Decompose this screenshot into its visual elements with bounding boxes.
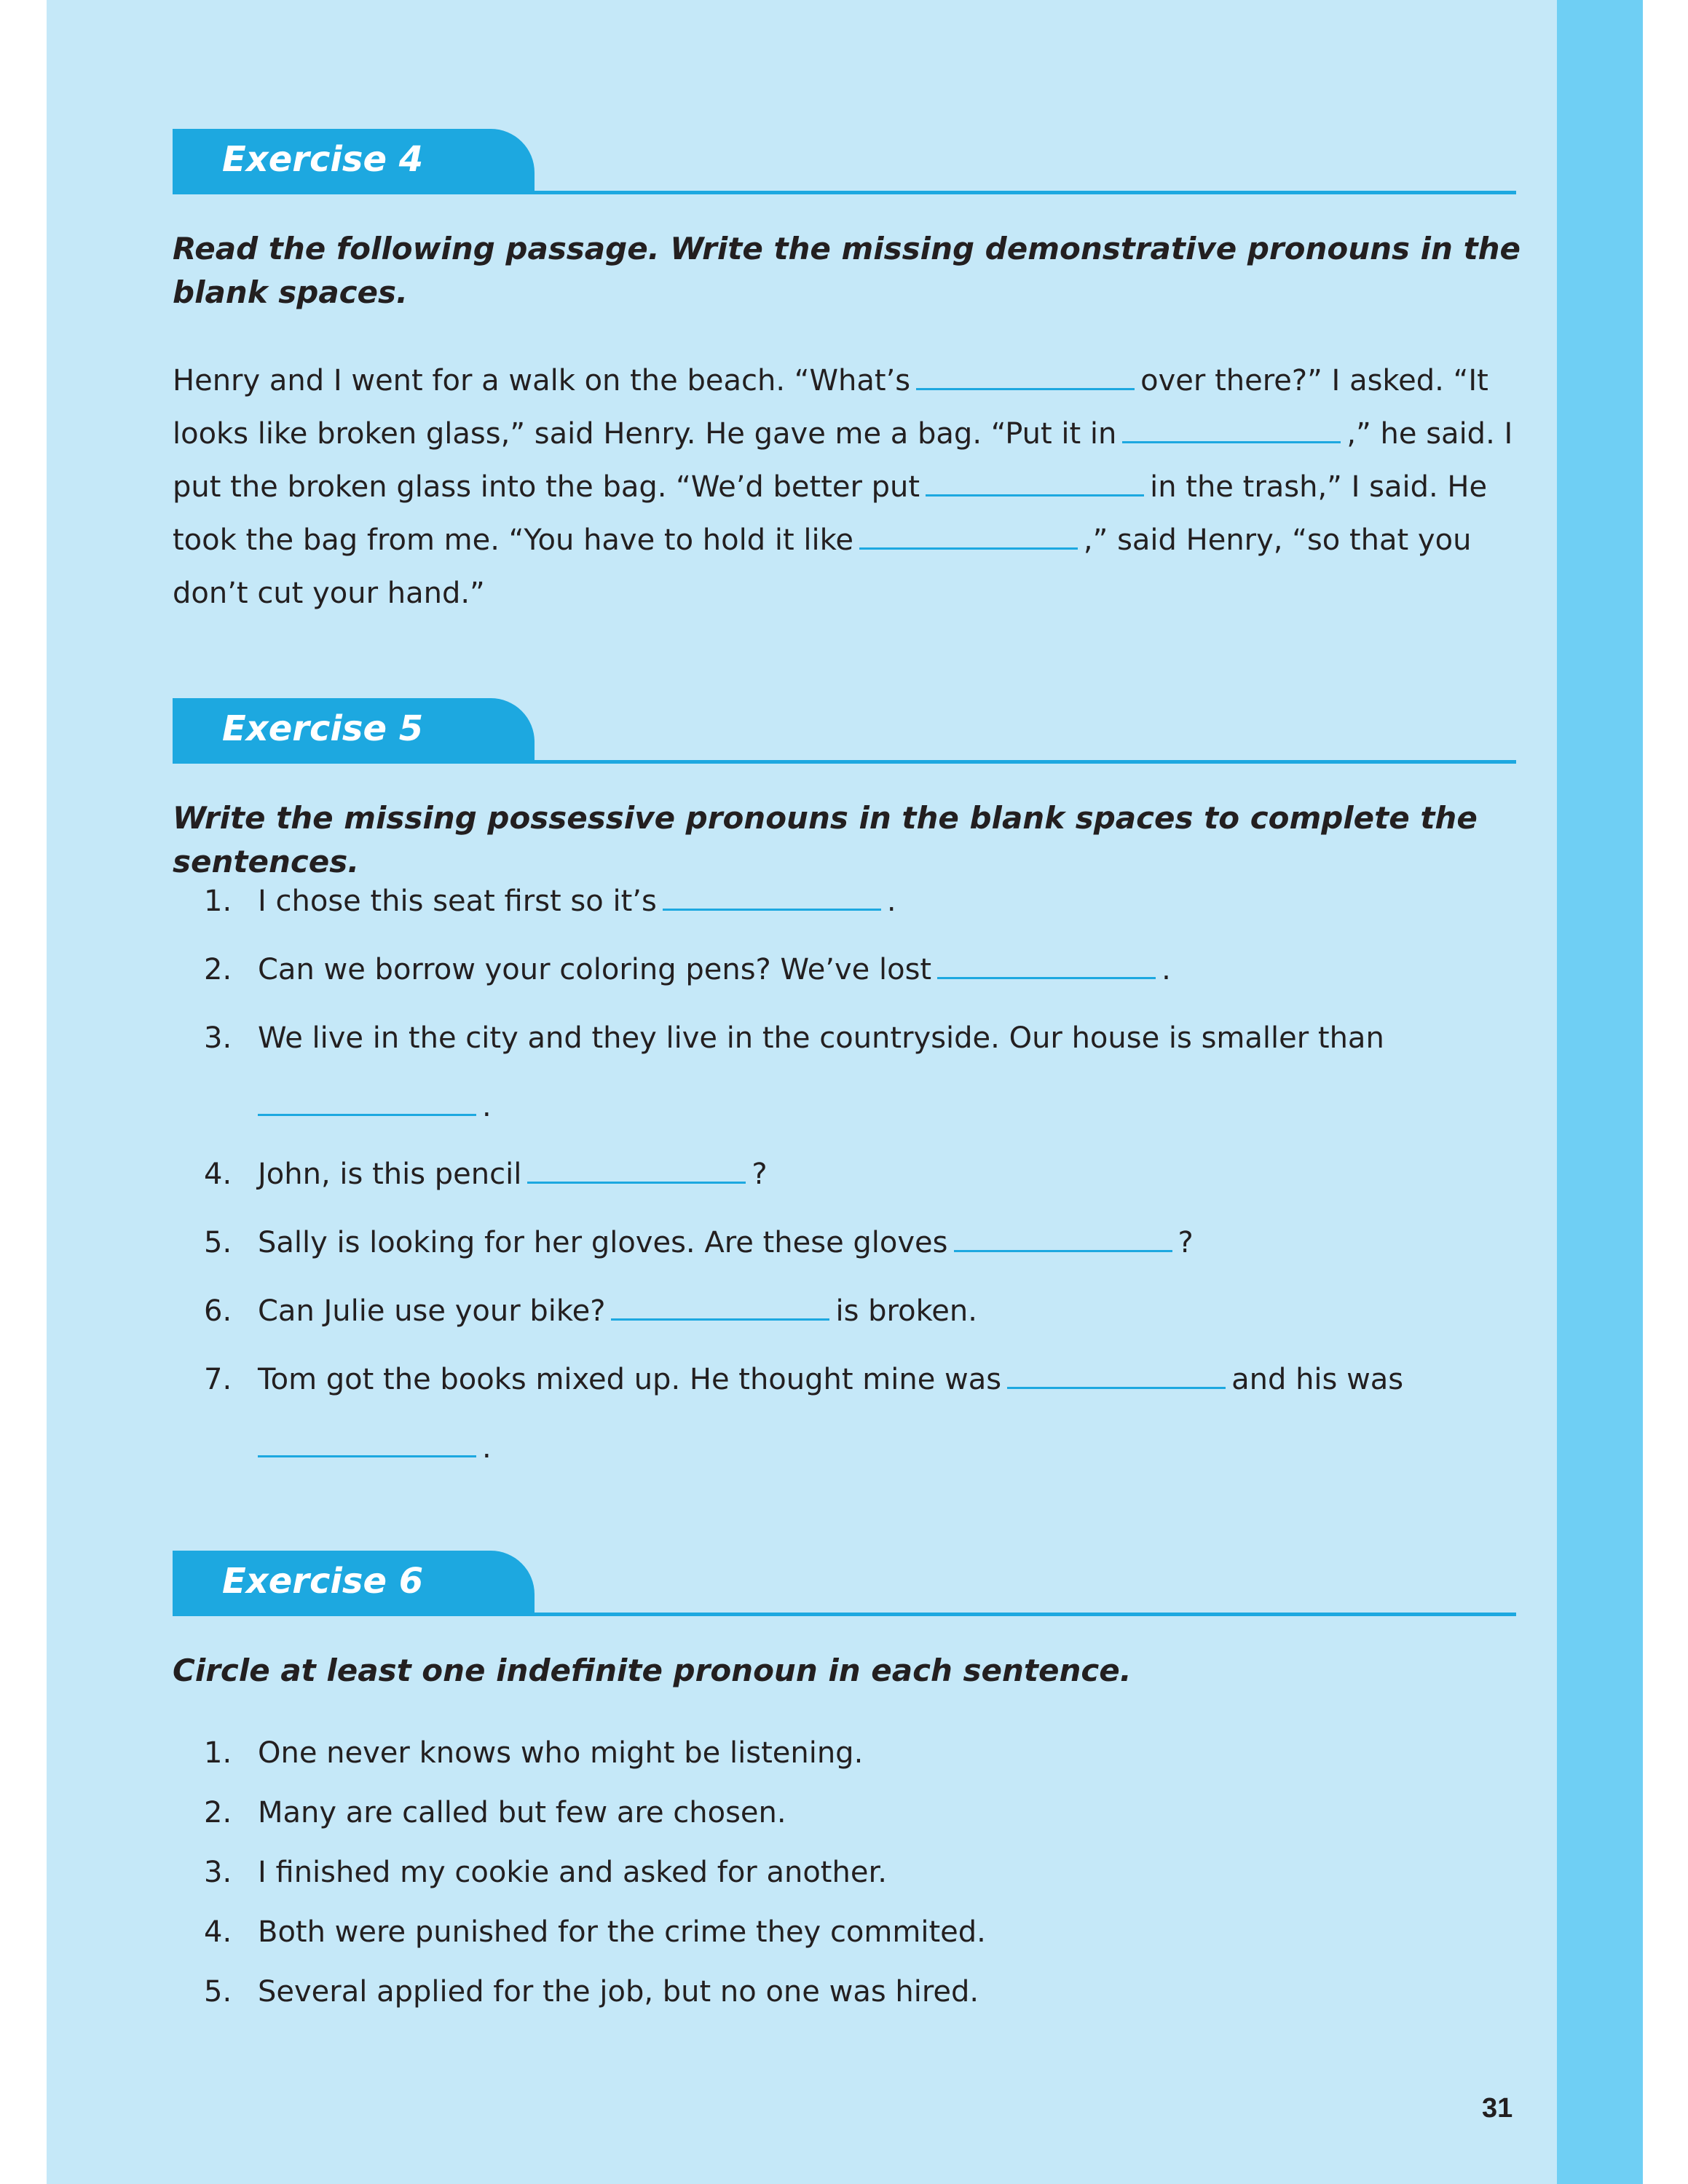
- answer-blank[interactable]: [258, 1432, 476, 1457]
- exercise-5-rule: [535, 760, 1516, 764]
- answer-blank[interactable]: [258, 1091, 476, 1116]
- list-item: 5. Several applied for the job, but no one was hired.: [204, 1975, 979, 2009]
- list-item: 4. John, is this pencil ?: [204, 1158, 768, 1191]
- exercise-4-title: Exercise 4: [222, 139, 424, 180]
- exercise-6-tab: [173, 1551, 535, 1616]
- exercise-6-instruction: Circle at least one indefinite pronoun in each sentence.: [173, 1653, 1132, 1688]
- exercise-6-header: [173, 1551, 1516, 1616]
- answer-blank[interactable]: [1122, 418, 1341, 443]
- list-item: 5. Sally is looking for her gloves. Are these gloves ?: [204, 1226, 1194, 1259]
- answer-blank[interactable]: [611, 1295, 829, 1321]
- list-item: 1. One never knows who might be listening.: [204, 1736, 864, 1770]
- list-item: 1. I chose this seat first so it’s .: [204, 885, 896, 918]
- exercise-4-passage: Henry and I went for a walk on the beach. “What’s over there?” I asked. “It looks like broken glass,” said Henry. He gave me a bag. “Put it in ,” he said. I put the broken glass into the bag. “We’d better put in the trash,” I said. He took the bag from me. “You have to hold it like ,” said Henry, “so that you don’t cut your hand.”: [173, 364, 1513, 610]
- answer-blank[interactable]: [527, 1158, 746, 1184]
- answer-blank[interactable]: [954, 1227, 1172, 1252]
- list-item: 7. Tom got the books mixed up. He thought mine was and his was .: [204, 1363, 1404, 1465]
- page-edge-band: [1557, 0, 1643, 2184]
- exercise-6-title: Exercise 6: [222, 1561, 424, 1602]
- answer-blank[interactable]: [926, 471, 1144, 496]
- answer-blank[interactable]: [1007, 1364, 1226, 1389]
- exercise-6-rule: [535, 1613, 1516, 1616]
- exercise-4-rule: [535, 191, 1516, 194]
- list-item: 3. I finished my cookie and asked for another.: [204, 1856, 887, 1889]
- list-item: 3. We live in the city and they live in the countryside. Our house is smaller than .: [204, 1021, 1384, 1123]
- answer-blank[interactable]: [859, 524, 1078, 550]
- page-number: 31: [1482, 2093, 1513, 2124]
- list-item: 2. Many are called but few are chosen.: [204, 1796, 786, 1829]
- exercise-4-instruction: Read the following passage. Write the missing demonstrative pronouns in the blank spaces.: [173, 231, 1521, 310]
- answer-blank[interactable]: [663, 885, 881, 911]
- list-item: 6. Can Julie use your bike? is broken.: [204, 1294, 977, 1328]
- exercise-5-title: Exercise 5: [222, 708, 424, 749]
- exercise-5-instruction: Write the missing possessive pronouns in the blank spaces to complete the sentences.: [173, 800, 1478, 879]
- exercise-5-header: [173, 698, 1516, 764]
- exercise-5-tab: [173, 698, 535, 764]
- exercise-4-header: [173, 129, 1516, 194]
- list-item: 4. Both were punished for the crime they commited.: [204, 1915, 986, 1949]
- answer-blank[interactable]: [916, 365, 1135, 390]
- list-item: 2. Can we borrow your coloring pens? We’ve lost .: [204, 953, 1171, 986]
- exercise-4-tab: [173, 129, 535, 194]
- answer-blank[interactable]: [937, 954, 1156, 979]
